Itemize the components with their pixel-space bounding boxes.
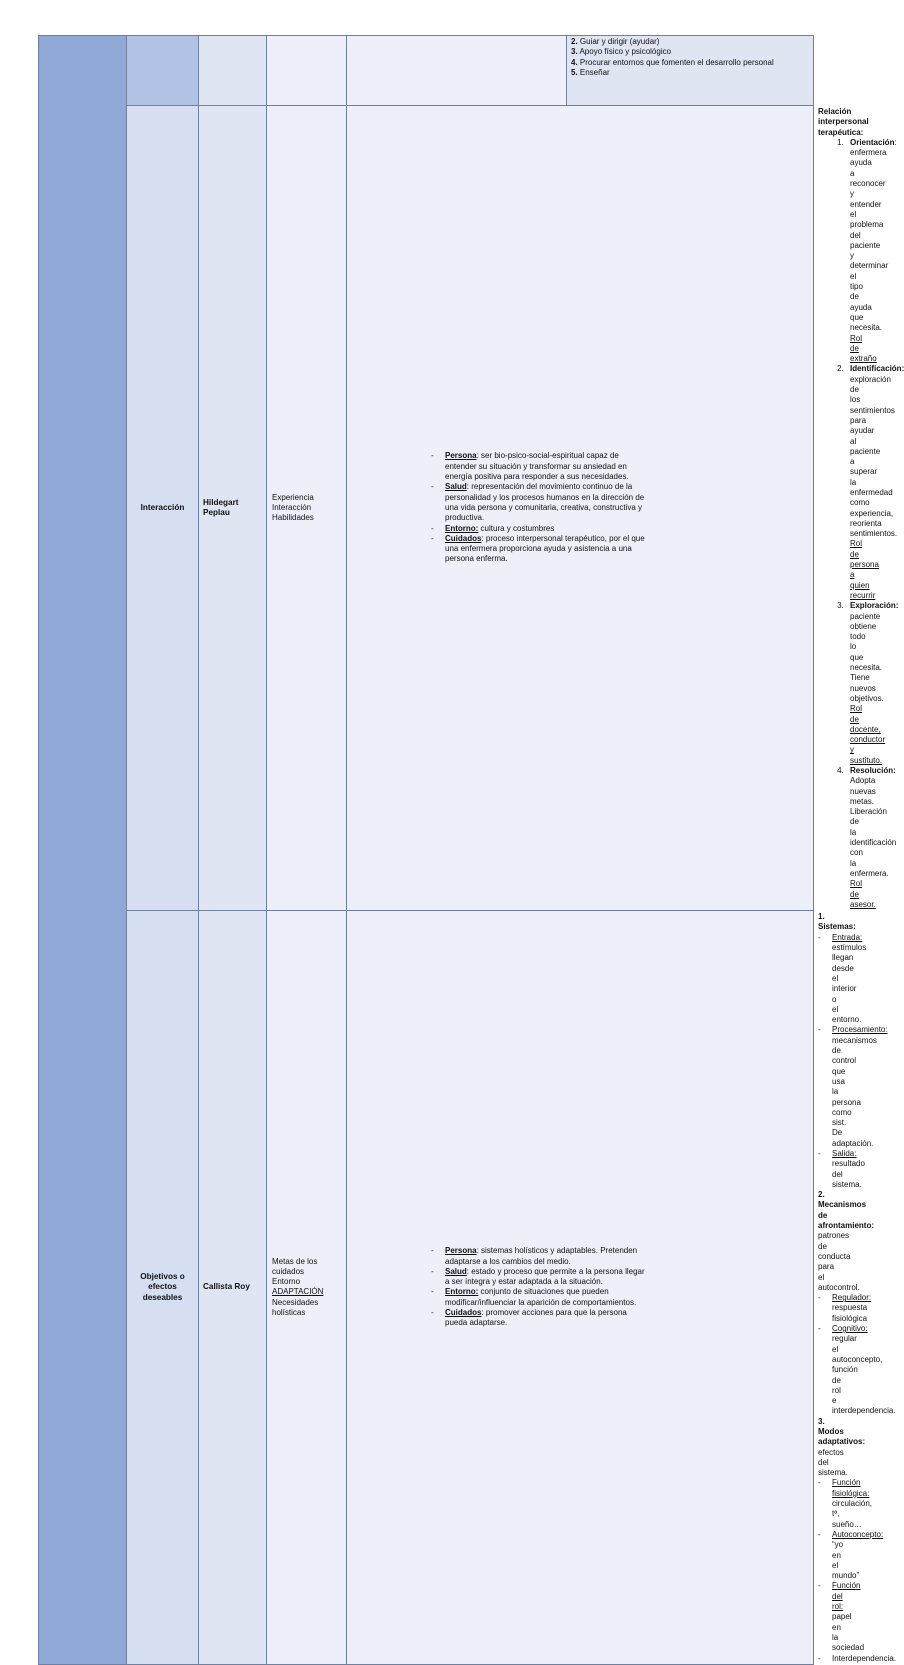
list-item: 2. Identificación: exploración de los sentimientos para ayudar al paciente a superar la enfermedad como experiencia, reorienta sentimientos. Rol de persona a quien recurrir bbox=[846, 364, 850, 601]
author-cell bbox=[199, 106, 267, 911]
metas-cell bbox=[267, 911, 347, 1665]
meta-item: Habilidades bbox=[272, 513, 314, 523]
metas-cell bbox=[267, 106, 347, 911]
list-item: - Salud: estado y proceso que permite a la persona llegar a ser íntegra y estar adaptada a la situación. bbox=[431, 1267, 645, 1288]
metas-cell bbox=[267, 36, 347, 106]
concepts-cell bbox=[347, 911, 814, 1665]
list-item: 4. Resolución: Adopta nuevas metas. Liberación de la identificación con la enfermera. Rol de asesor. bbox=[846, 766, 850, 910]
list-item: - Entrada: estímulos llegan desde el interior o el entorno. bbox=[818, 933, 832, 1026]
category-cell: Interacción bbox=[127, 106, 199, 911]
meta-item: ADAPTACIÓN bbox=[272, 1287, 324, 1297]
list-item: - Salud: representación del movimiento continuo de la personalidad y los procesos humanos en la dirección de una vida persona y comunitaria, creativa, constructiva y productiva. bbox=[431, 482, 645, 523]
list-item: - Cuidados: proceso interpersonal terapéutico, por el que una enfermera proporciona ayuda y asistencia a una persona enferma. bbox=[431, 534, 645, 565]
table-row: Objetivos o efectos deseables Callista Roy Metas de los cuidados Entorno ADAPTACIÓN Necesidades holísticas - Persona: sistemas holísticos y adaptables. Pretenden adaptarse a los cambios del medio. - Salud: estado y proceso que permite a la persona llegar a ser íntegra y estar adaptada a la situación. - Entorno: conjunto de situaciones que pueden modificar/influenciar la aparición de comportamientos. - Cuidados: promover acciones para que la persona pueda adaptarse. 1. Sistemas: - Entrada: estímulos llegan desde el interior o el entorno. - Procesamiento: mecanismos de control que usa la persona como sist. De adaptación. - Salida: resultado del sistema. 2. Mecanismos de afrontamiento: patrones de conducta para el autocontrol. - Regulador: respuesta fisiológica - Cognitivo: regular el autoconcepto, función de rol e interdependencia. 3. Modos adaptativos: efectos del sistema. - Función fisiológica: circulación, tª, sueño… - Autoconcepto: “yo en el mundo” - Función del rol: papel en la sociedad - Interdependencia. bbox=[39, 911, 814, 1665]
list-item: - Cognitivo: regular el autoconcepto, función de rol e interdependencia. bbox=[818, 1324, 832, 1417]
list-item: - Interdependencia. bbox=[818, 1654, 832, 1664]
list-item: - Función fisiológica: circulación, tª, sueño… bbox=[818, 1478, 832, 1529]
list-item: 3. Apoyo físico y psicológico bbox=[571, 47, 672, 57]
list-item: - Función del rol: papel en la sociedad bbox=[818, 1581, 832, 1653]
list-item: - Entorno: cultura y costumbres bbox=[431, 524, 645, 534]
author-name: Callista Roy bbox=[203, 1282, 250, 1292]
meta-item: holísticas bbox=[272, 1308, 306, 1318]
meta-item: Experiencia bbox=[272, 492, 314, 502]
concepts-cell bbox=[347, 106, 814, 911]
category-label: Objetivos o efectos deseables bbox=[140, 1272, 185, 1302]
list-item: - Persona: sistemas holísticos y adaptables. Pretenden adaptarse a los cambios del medio. bbox=[431, 1246, 645, 1267]
list-item: - Entorno: conjunto de situaciones que pueden modificar/influenciar la aparición de comportamientos. bbox=[431, 1287, 645, 1308]
list-item: 3. Exploración: paciente obtiene todo lo que necesita. Tiene nuevos objetivos. Rol de docente, conductor y sustituto. bbox=[846, 601, 850, 766]
category-cell bbox=[127, 911, 199, 1665]
list-item: - Regulador: respuesta fisiológica bbox=[818, 1293, 832, 1324]
meta-item: Necesidades bbox=[272, 1297, 319, 1307]
theory-table bbox=[38, 35, 904, 1663]
table-row: Interacción Hildegart Peplau Experiencia Interacción Habilidades - Persona: ser bio-psico-social-espiritual capaz de entender su situación y transformar su ansiedad en energía positiva para responder a sus necesidades. - Salud: representación del movimiento continuo de la personalidad y los procesos humanos en la dirección de una vida persona y comunitaria, creativa, constructiva y productiva. - Entorno: cultura y costumbres - Cuidados: proceso interpersonal terapéutico, por el que una enfermera proporciona ayuda y asistencia a una persona enferma. Relación interpersonal terapéutica: 1. Orientación: enfermera ayuda a reconocer y entender el problema del paciente y determinar el tipo de ayuda que necesita. Rol de extraño 2. Identificación: exploración de los sentimientos para ayudar al paciente a superar la enfermedad como experiencia, reorienta sentimientos. Rol de persona a quien recurrir 3. Exploración: paciente obtiene todo lo que necesita. Tiene nuevos objetivos. Rol de docente, conductor y sustituto. 4. Resolución: Adopta nuevas metas. Liberación de la identificación con la enfermera. Rol de asesor. bbox=[39, 106, 814, 911]
category-cell bbox=[127, 36, 199, 106]
list-item: - Persona: ser bio-psico-social-espiritual capaz de entender su situación y transformar su ansiedad en energía positiva para responder a sus necesidades. bbox=[431, 451, 645, 482]
table-row bbox=[39, 36, 814, 106]
list-item: 4. Procurar entornos que fomenten el desarrollo personal bbox=[571, 57, 774, 67]
meta-item: Entorno bbox=[272, 1277, 301, 1287]
top-list-cell bbox=[567, 36, 814, 106]
list-item: - Cuidados: promover acciones para que la persona pueda adaptarse. bbox=[431, 1308, 645, 1329]
left-band-cell bbox=[39, 36, 127, 1665]
author-cell bbox=[199, 36, 267, 106]
author-name: Hildegart Peplau bbox=[203, 497, 239, 518]
list-item: - Autoconcepto: “yo en el mundo” bbox=[818, 1530, 832, 1581]
meta-item: Metas de los bbox=[272, 1256, 318, 1266]
meta-item: cuidados bbox=[272, 1266, 305, 1276]
meta-item: Interacción bbox=[272, 502, 312, 512]
list-item: - Procesamiento: mecanismos de control que usa la persona como sist. De adaptación. bbox=[818, 1025, 832, 1149]
list-item: 1. Orientación: enfermera ayuda a reconocer y entender el problema del paciente y determinar el tipo de ayuda que necesita. Rol de extraño bbox=[846, 138, 850, 365]
list-item: 5. Enseñar bbox=[571, 67, 610, 77]
concepts-cell bbox=[347, 36, 567, 106]
author-cell bbox=[199, 911, 267, 1665]
list-item: 2. Guiar y dirigir (ayudar) bbox=[571, 37, 660, 46]
list-item: - Salida: resultado del sistema. bbox=[818, 1149, 832, 1190]
